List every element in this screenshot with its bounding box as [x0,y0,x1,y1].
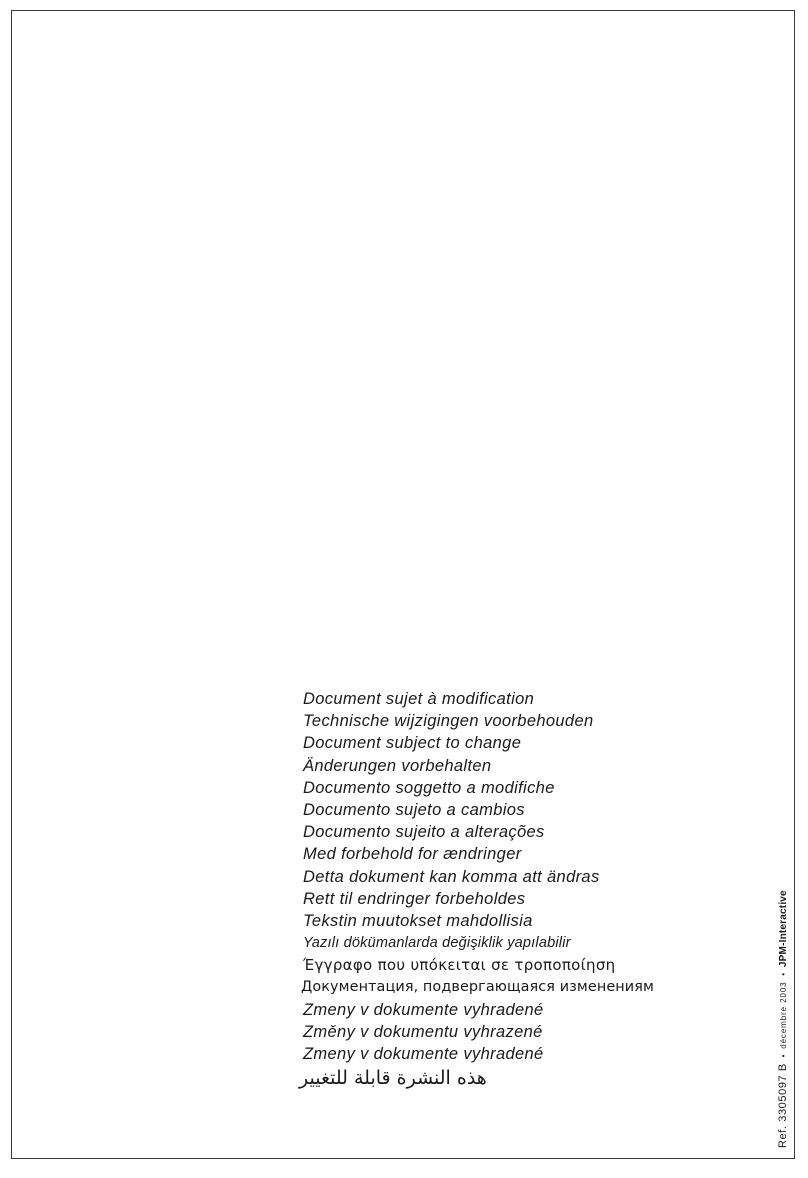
notice-slovak-2: Zmeny v dokumente vyhradené [303,1045,544,1063]
notice-czech: Změny v dokumentu vyhrazené [303,1022,543,1041]
notice-turkish: Yazılı dökümanlarda değişiklik yapılabilir [303,935,571,952]
notice-swedish: Detta dokument kan komma att ändras [303,867,600,886]
notice-greek: Έγγραφο που υπόκειται σε τροποποίηση [303,956,616,975]
reference-date: décembre 2003 [779,981,788,1049]
notice-norwegian: Rett til endringer forbeholdes [303,889,526,908]
reference-number: Ref. 3305097 B [777,1063,789,1148]
publisher-name: JPM-Interactive [778,890,789,968]
notice-arabic: هذه النشرة قابلة للتغيير [299,1067,487,1090]
separator-bullet: • [779,1054,788,1058]
notice-dutch: Technische wijzigingen voorbehouden [303,712,594,731]
separator-bullet: • [779,972,788,976]
notice-italian: Documento soggetto a modifiche [303,778,555,797]
change-notice-list [299,688,763,1091]
notice-slovak: Zmeny v dokumente vyhradené [303,1000,544,1019]
notice-finnish: Tekstin muutokset mahdollisia [303,911,533,930]
notice-french: Document sujet à modification [303,690,535,708]
notice-english: Document subject to change [303,734,522,753]
notice-danish: Med forbehold for ændringer [303,845,522,864]
notice-portuguese: Documento sujeito a alterações [303,823,545,842]
notice-russian: Документация, подвергающаяся изменениям [301,979,654,996]
notice-german: Änderungen vorbehalten [303,756,492,775]
document-reference [777,890,790,1148]
notice-spanish: Documento sujeto a cambios [303,800,525,819]
